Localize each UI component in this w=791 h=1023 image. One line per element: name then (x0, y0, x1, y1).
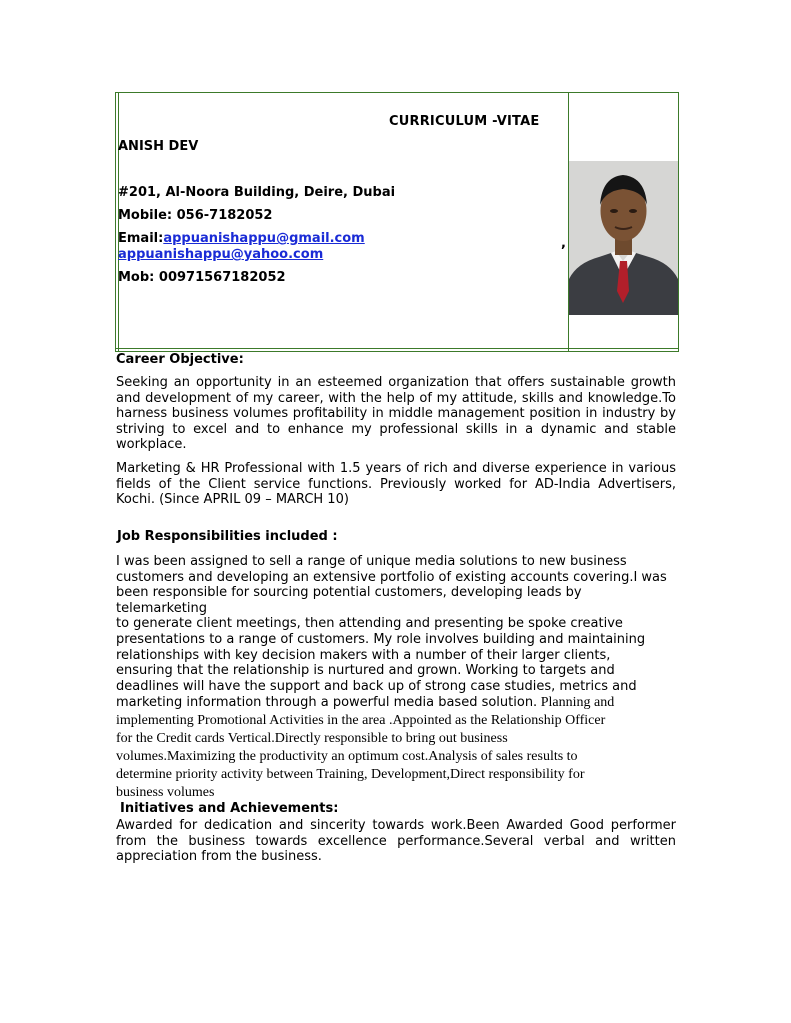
career-objective-heading: Career Objective: (116, 352, 244, 367)
portrait-illustration (569, 161, 678, 315)
responsibility-line: presentations to a range of customers. My role involves building and maintaining (116, 631, 646, 647)
responsibility-line: ensuring that the relationship is nurtured and grown. Working to targets and (116, 663, 615, 679)
email-line-2 (118, 247, 323, 262)
job-responsibilities-body (116, 554, 676, 802)
responsibility-line: relationships with key decision makers with a number of their larger clients, (116, 647, 611, 663)
responsibility-line-serif: for the Credit cards Vertical.Directly responsible to bring out business (116, 731, 508, 747)
responsibility-line: deadlines will have the support and back up of strong case studies, metrics and (116, 678, 637, 694)
responsibility-line-serif: volumes.Maximizing the productivity an optimum cost.Analysis of sales results to (116, 749, 578, 765)
responsibility-line-mixed (116, 694, 676, 712)
responsibility-line: customers and developing an extensive portfolio of existing accounts covering.I was (116, 569, 667, 585)
career-objective-paragraph: Seeking an opportunity in an esteemed organization that offers sustainable growth and development of my career, with the help of my attitude, skills and knowledge.To harness business volumes profitability in middle management position in industry by striving to excel and to enhance my professional skills in a dynamic and stable workplace. (116, 375, 676, 453)
job-responsibilities-heading: Job Responsibilities included : (117, 529, 338, 544)
email-link-gmail[interactable]: appuanishappu@gmail.com (163, 231, 365, 246)
responsibility-line: been responsible for sourcing potential customers, developing leads by telemarketing (116, 585, 582, 616)
mob-number: Mob: 00971567182052 (118, 270, 286, 285)
mobile-number: Mobile: 056-7182052 (118, 208, 273, 223)
responsibility-line: marketing information through a powerful media based solution. (116, 695, 538, 711)
email-link-yahoo[interactable]: appuanishappu@yahoo.com (118, 247, 324, 262)
document-title: CURRICULUM -VITAE (389, 114, 540, 129)
initiatives-heading: Initiatives and Achievements: (120, 801, 339, 816)
email-line (118, 231, 365, 246)
candidate-name: ANISH DEV (118, 139, 199, 154)
email-label: Email: (118, 231, 164, 246)
experience-summary-paragraph: Marketing & HR Professional with 1.5 years of rich and diverse experience in various fields of the Client service functions. Previously worked for AD-India Advertisers, Kochi. (Since APRIL 09 – MARCH 10) (116, 461, 676, 508)
responsibility-line-tail: Planning and (537, 695, 615, 711)
initiatives-paragraph: Awarded for dedication and sincerity towards work.Been Awarded Good performer from the business towards excellence performance.Several verbal and written appreciation from the business. (116, 818, 676, 865)
responsibility-line-serif: business volumes (116, 785, 215, 801)
header-box-bottom-rule (116, 348, 678, 349)
stray-comma: , (561, 236, 566, 251)
responsibility-line: to generate client meetings, then attending and presenting be spoke creative (116, 616, 623, 632)
address: #201, Al-Noora Building, Deire, Dubai (118, 185, 396, 200)
profile-photo (569, 161, 678, 315)
responsibility-line-serif: determine priority activity between Training, Development,Direct responsibility for (116, 767, 585, 783)
responsibility-line: I was been assigned to sell a range of unique media solutions to new business (116, 554, 627, 569)
responsibility-line-serif: implementing Promotional Activities in the area .Appointed as the Relationship Officer (116, 713, 606, 729)
